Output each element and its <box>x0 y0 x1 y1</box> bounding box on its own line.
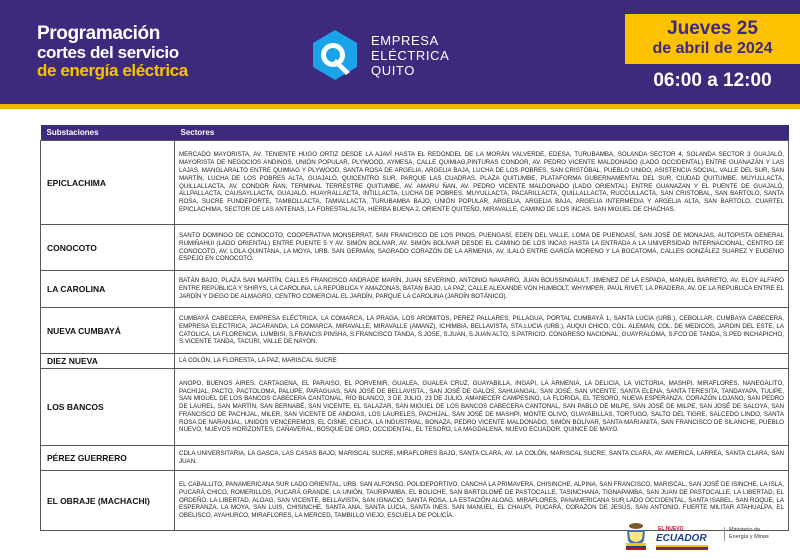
outage-table <box>40 125 789 531</box>
table-row <box>41 271 789 308</box>
el-nuevo-ecuador-logo <box>654 522 714 552</box>
title-line-1: Programación <box>37 23 160 44</box>
substation-name: EPICLACHIMA <box>41 141 175 225</box>
ministry-line-2: Energía y Minas <box>729 534 769 540</box>
ecuador-small-text: EL NUEVO <box>658 526 684 532</box>
substation-name: CONOCOTO <box>41 225 175 271</box>
logo-line-1: EMPRESA <box>371 33 439 48</box>
substation-name: DIEZ NUEVA <box>41 354 175 369</box>
header-sectors: Sectores <box>175 125 789 141</box>
sector-list: SANTO DOMINGO DE CONOCOTO, COOPERATIVA MONSERRAT, SAN FRANCISCO DE LOS PINOS, PUENGASÍ, EDEN DEL VALLE, LOMA DE PUENGASÍ, SAN JOSÉ DE MONAJAS, AUTOPISTA GENERAL RUMIÑAHUI (LADO ORIENTAL) ENTRE PUENTE 5 Y AV. SIMÓN BOLIVAR, AV. SIMÓN BOLIVAR DESDE EL CAMINO DE LOS INCAS HASTA LA ENTRADA A LA UNIVERSIDAD INTERNACIONAL, CENTRO DE CONOCOTO, AV. LOLA QUINTANA, LA MOYA, URB. SAN GERMÁN, SAGRADO CORAZÓN DE LA ARMENIA, AV. ILALÓ ENTRE GARCÍA MORENO Y LA BOCATOMA, CALLES GONZÁLEZ SUAREZ Y EUGENIO ESPEJO EN CONOCOTO. <box>175 225 789 271</box>
sector-list: LA COLÓN, LA FLORESTA, LA PAZ, MARISCAL SUCRE <box>175 354 789 369</box>
substation-name: LA CAROLINA <box>41 271 175 308</box>
table-row <box>41 225 789 271</box>
ecuador-coat-of-arms-icon <box>623 521 649 551</box>
table-row <box>41 308 789 354</box>
sector-list: EL CABALLITO, PANAMERICANA SUR LADO ORIENTAL, URB. SAN ALFONSO, POLIDEPORTIVO, CANCHA LA PRIMAVERA, CHISINCHE, ALPINA, SAN FRANCISCO, MARISCAL, SAN JOSÉ DE ISINCHE, LA ISLA, PUCARÁ CHICO, ROMERILLOS, PUCARÁ GRANDE, LA UNIÓN, TAURIPAMBA, EL BOLICHE, SAN BARTOLOMÉ DE PASTOCALLE, TASINCHANA, TIGNAPAMBA, SAN JUAN DE PASTOCALLE, LA LIBERTAD, EL ORDEÑO, LA LIBERTAD, ALOAG, SAN VICENTE, BELLAVISTA, SAN IGNACIO, SANTA ROSA, LA ESTACIÓN ALOAG, MIRAFLORES, PANAMERICANA SUR LADO OCCIDENTAL, SANTA ISABEL, SAN ROQUE, LA ESPERANZA, LA MOYA, SAN LUIS, CHISINCHE, SANTA ANA, SANTA LUCIA, SANTA INES, SAN MANUEL, EL CHAUPI, PUCARÁ, CORAZON DE JESÚS, SAN ANTONIO, FUERTE MILITAR ATAHUALPA, EL OBELISCO, AYAHURCO, MIRAFLORES, LA MERCED, TAMBILLO VIEJO, ESCUELA DE POLICÍA. <box>175 471 789 531</box>
ministry-line-1: Ministerio de <box>729 527 761 533</box>
table-row <box>41 369 789 446</box>
sector-list: CDLA UNIVERSITARIA, LA GASCA, LAS CASAS BAJO, MARISCAL SUCRE, MIRAFLORES BAJO, SANTA CLARA, AV. LA COLÓN, MARISCAL SUCRE, SANTA CLARA, AV. AMERICA, LARREA, SANTA CLARA, SAN JUAN. <box>175 446 789 471</box>
sector-list: ANOPO, BUENOS AIRES, CARTAGENA, EL PARAISO, EL PORVENIR, GUALEA, GUALEA CRUZ, GUAYABILLA, INGAPI, LA ARMENIA, LA DELICIA, LA VICTORIA, MASHPI, MIRAFLORES, NANEGALITO, PACHIJAL, PACTO, PACTOLOMA, PALUPE, PARAGUAS, SAN JOSÉ DE BELLAVISTA., SAN JOSÉ DE GALOS, SAHUANGAL, SAN JOSÉ, SAN VICENTE, SANTA ELENA, SANTA TERESITA, TANDAYAPA, TULIPE, SAN MIGUEL DE LOS BANCOS CABECERA CANTONAL, RÍO BLANCO, 3 DE JULIO, 23 DE JULIO, AMANECER CAMPESINO, LA FLORIDA, EL TESORO, NUEVA ESPERANZA, CORAZÓN LOJANO, SAN PEDRO DE LAUREL, SAN MARTÍN, SAN BERNABÉ, SAN VICENTE, EL SALAZAR, SAN MIGUEL DE LOS BANCOS CABECERA CANTONAL, SAN PABLO DE MILPE, SAN JOSÉ DE MILPE, SAN JOSÉ DE SALOYA, SAN FRANCISCO DE PACHIJAL, MILER, SAN VICENTE DE ANDOAS, LOS LAURELES, PACHIJAL, SAN JOSÉ DE MASHPI, MONTE OLIVO, GUAYABILLAS, TORTUGO, SALTO DEL TIGRE, SALCEDO LINDO, SANTA ROSA DE NARANJAL, UNIDOS VENCEREMOS, EL CISNE, CELICA, LA INDUSTRIAL, BONAZA, PEDRO VICENTE MALDONADO, SIMÓN BOLÍVAR, SANTA MARIANITA, SAN FRANCISCO DE SILANCHE, PUEBLO NUEVO, NUEVOS HORIZONTES, CAÑAVERAL, BOSQUE DE ORO, OCCIDENTAL, EL TESORO, LA MAGDALENA, NUEVO ECUADOR, QUINCE DE MAYO. <box>175 369 789 446</box>
substation-name: PÉREZ GUERRERO <box>41 446 175 471</box>
ecuador-big-text: ECUADOR <box>656 533 707 544</box>
title-line-2: cortes del servicio <box>37 43 179 62</box>
substation-name: NUEVA CUMBAYÁ <box>41 308 175 354</box>
date-month-year: de abril de 2024 <box>652 40 773 57</box>
ministry-label <box>724 527 769 541</box>
logo-wordmark <box>371 33 449 78</box>
header-title <box>37 24 188 79</box>
title-line-3: de energía eléctrica <box>37 61 188 80</box>
sector-list: MERCADO MAYORISTA, AV. TENIENTE HUGO ORTIZ DESDE LA AJAVÍ HASTA EL REDONDEL DE LA MORÁN VALVERDE, EDESA, TURUBAMBA, SOLANDA SECTOR 4, SOLANDA SECTOR 3 GUAJALÓ, MAYORISTA DE NEGOCIOS ANDINOS, UNIÓN POPULAR, PLYWOOD, AYMESA, CALLE QUIMIAG,PINTURAS CONDOR, AV. PEDRO VICENTE MALDONADO (LADO OCCIDENTAL) ENTRE GUANAZÁN Y LAS LAJAS, MANGLARALTO ENTRE QUIMIAG Y PLYWOOD, SANTA ROSA DE ARGELIA, ARGELIA BAJA, LUCHA DE LOS POBRES, SAN CRISTÓBAL, PUEBLO UNIDO, ASISTENCIA SOCIAL, VALLE DEL SUR, SAN MARTÍN, LUCHA DE LOS POBRES ALTA, GUAJALÓ, QUICENTRO SUR, PARQUE LAS CUADRAS, PLAZA QUITUMBE, PLATAFORMA GUBERNAMENTAL DEL SUR, CIUDAD QUITUMBE, MUYULLACTA, QUILLALLACTA, AV. CONDOR ÑAN, TERMINAL TERRESTRE QUITUMBE, AV. AMARU ÑAN, AV. PEDRO VICENTE MALDONADO (LADO ORIENTAL) ENTRE GUANAZAN Y EL PUENTE DE GUAJALÓ, ALLPALLACTA, CAUSAYLLACTA, GUAJALÓ, HUAYRALLACTA, INTILLACTA, LUCHA DE POBRES, MUYULLACTA, PACARILLACTA, QUILLALLACTA, RUCCULLACTA, SAN CRISTOBAL, SAN BARTOLO, SANTA ROSA, SUCRE FUNDEPORTE, TAMBOLLACTA, TAMIALLACTA, TURUBAMBA BAJO, UNIÓN POPULAR, ARGELIA, ARGELIA BAJA, ARGELIA INTERMEDIA Y ARGELIA ALTA, SAN BARTOLO, CUARTEL EPICLACHIMA, SECTOR DE LAS ANTENAS, LA FORESTAL ALTA, HIERBA BUENA 2, ORIENTE QUITEÑO, MIRAVALLE, CAMINO DE LOS INCAS, SAN MIGUEL DE CHACHAS. <box>175 141 789 225</box>
sector-list: BATÁN BAJO, PLAZA SAN MARTÍN, CALLES FRANCISCO ANDRADE MARÍN, JUAN SEVERINO, ANTONIO NAVARRO, JUAN BOUSSINGAULT, JIMENEZ DE LA ESPADA, MANUEL BARRETO, AV. ELOY ALFARO ENTRE REPÚBLICA Y SHIRYS, LA CAROLINA, LA REPÚBLICA Y AMAZONAS, BATAN BAJO, LA PAZ, CALLE ALEXANDE VON HUMBOLT, WHYMPER, PAÚL RIVET, LA PRADERA, AV. DE LA REPUBLICA ENTRE EL JARDÍN Y DIEGO DE ALMAGRO, CENTRO COMERCIAL EL JARDÍN, PARQUE LA CAROLINA (JARDÍN BOTÁNICO). <box>175 271 789 308</box>
time-range: 06:00 a 12:00 <box>653 70 772 91</box>
table-row <box>41 354 789 369</box>
table-row <box>41 141 789 225</box>
date-box <box>625 14 800 64</box>
table-header-row <box>41 125 789 141</box>
outage-table-wrap <box>40 125 788 531</box>
header-banner <box>0 0 800 104</box>
logo-line-2: ELÉCTRICA <box>371 48 450 63</box>
eeq-logo-icon <box>306 26 364 84</box>
header-divider <box>0 104 800 109</box>
substation-name: LOS BANCOS <box>41 369 175 446</box>
logo-line-3: QUITO <box>371 63 415 78</box>
sector-list: CUMBAYÁ CABECERA, EMPRESA ELÉCTRICA, LA COMARCA, LA PRAGA, LOS AROMITOS, PEREZ PALLARES, PILLAGUA, PORTAL CUMBAYÁ 1, SANTA LUCIA (URB.), CEBOLLAR, CUMBAYA CABECERA, EMPRESA ELECTRICA, JACARANDA, LA COMARCA, MIRAVALLE, MIRAVALLE (AMANZ), ICHIMBIA, BELLAVISTA, STA.LUCIA (URB.), AUQUI CHICO, COL. ALEMAN, COL. DE MEDICOS, JARDIN DEL ESTE, LA CATOLICA, LA FLORENCIA, LUMBISI, S.FRANCIS PINSHA, S.FRANCISCO TANDA, S.JOSE, S.JUAN, S.JUAN ALTO, S.PATRICIO. CONGRESO NACIONAL, GUAYRALOMA, S.FCO DE TANDA, S.PED INCHAPICHO, S.VICENTE TANDA, TACURI, VALLE DE NAYON. <box>175 308 789 354</box>
header-substations: Substaciones <box>41 125 175 141</box>
table-row <box>41 446 789 471</box>
substation-name: EL OBRAJE (MACHACHI) <box>41 471 175 531</box>
date-weekday: Jueves 25 <box>667 18 758 39</box>
